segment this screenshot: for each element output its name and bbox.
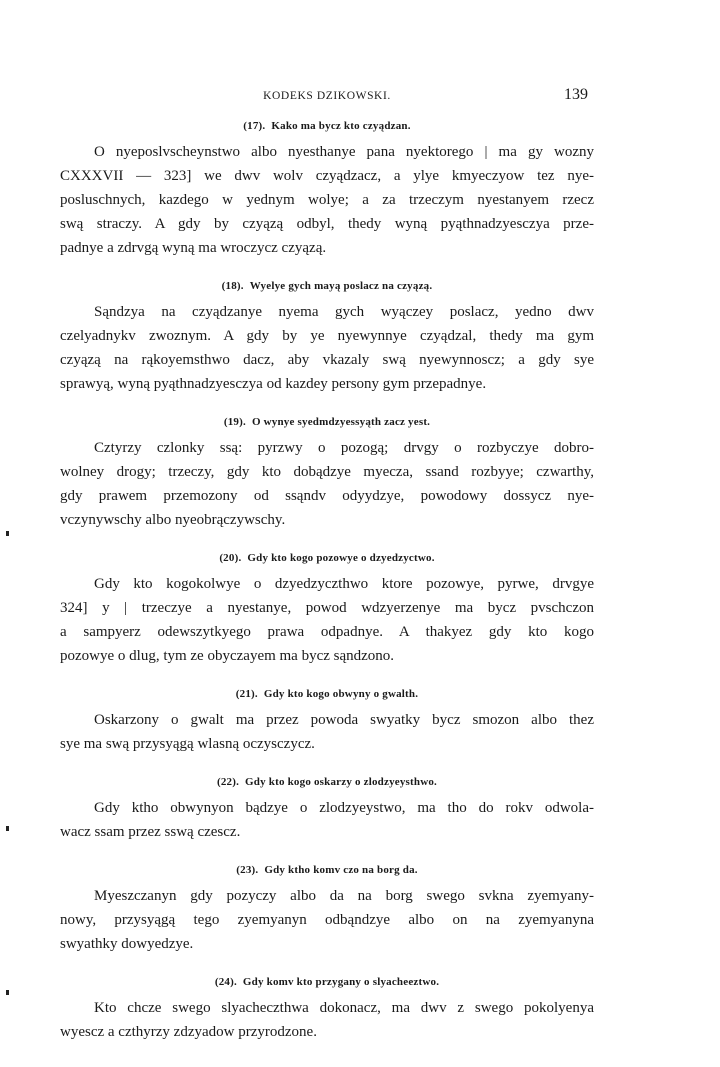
text-line: Cztyrzy czlonky ssą: pyrzwy o pozogą; drvgy o rozbyczye dobro- [94,440,594,456]
section-body [60,884,594,956]
section-number: (21). [235,688,258,700]
text-line: wacz ssam przez sswą czescz. [60,824,241,840]
section-body [60,140,594,260]
text-line: posluschnych, kazdego w yednym wolye; a za trzeczym nyestanyem rzecz [60,192,594,208]
section-title: Gdy ktho komv czo na borg da. [264,864,418,876]
text-line: swą straczy. A gdy by czyązą odbyl, thedy wyną pyąthnadzyesczya prze- [60,216,594,232]
section-number: (20). [219,552,242,564]
section-number: (17). [243,120,266,132]
text-line: gdy prawem przemozony od ssąndv odyydzye, powodowy dossycz nye- [60,488,594,504]
text-line: sye ma swą przysyągą wlasną oczysczycz. [60,736,315,752]
section-number: (24). [214,976,237,988]
section-title: Gdy kto kogo pozowye o dzyedzyctwo. [247,552,435,564]
section-number: (23). [236,864,259,876]
text-line: padnye a zdrvgą wyną ma wroczycz czyązą. [60,240,327,256]
running-header [60,84,594,108]
sections-container [60,120,594,1044]
margin-mark [6,826,9,831]
text-line: Kto chcze swego slyacheczthwa dokonacz, ma dwv z swego pokolyenya [94,1000,594,1016]
text-line: wolney drogy; trzeczy, gdy kto dobądzye myecza, ssand rozbyye; czwarthy, [60,464,594,480]
section-number: (19). [223,416,246,428]
section-number: (18). [221,280,244,292]
section-body [60,708,594,756]
text-line: Gdy ktho obwynyon bądzye o zlodzyeystwo, ma tho do rokv odwola- [94,800,594,816]
section-heading [60,776,594,788]
section-heading [60,688,594,700]
margin-mark [6,990,9,995]
margin-mark [6,531,9,536]
section-title: Gdy komv kto przygany o slyacheeztwo. [242,976,440,988]
text-line: swyathky dowyedzye. [60,936,194,952]
page-number: 139 [564,86,588,103]
text-line: Gdy kto kogokolwye o dzyedzyczthwo ktore pozowye, pyrwe, drvgye [94,576,594,592]
section-body [60,436,594,532]
section-title: Wyelye gych mayą poslacz na czyązą. [249,280,433,292]
text-line: Oskarzony o gwalt ma przez powoda swyatky bycz smozon albo thez [94,712,594,728]
section-title: O wynye syedmdzyessyąth zacz yest. [251,416,431,428]
section-number: (22). [216,776,240,788]
section-title: Gdy kto kogo oskarzy o zlodzyeysthwo. [245,776,438,788]
text-line: sprawyą, wyną pyąthnadzyesczya od kazdey persony gym przepadnye. [60,376,487,392]
text-line: wyescz a czthyrzy zdzyadow przyrodzone. [60,1024,317,1040]
section-heading [60,280,594,292]
text-line: Sąndzya na czyądzanye nyema gych wyączey poslacz, yedno dwv [94,304,594,320]
section-title: Kako ma bycz kto czyądzan. [271,120,411,132]
section-heading [60,120,594,132]
text-line: Myeszczanyn gdy pozyczy albo da na borg swego svkna zyemyany- [94,888,594,904]
text-line: CXXXVII — 323] we dwv wolv czyądzacz, a ylye kmyeczyow tez nye- [60,168,594,184]
section-heading [60,416,594,428]
text-line: 324] y | trzeczye a nyestanye, powod wdzyerzenye ma bycz pvschczon [60,600,594,616]
text-line: pozowye o dlug, tym ze obyczayem ma bycz sąndzono. [60,648,395,664]
running-title: KODEKS DZIKOWSKI. [263,90,391,102]
text-line: a sampyerz odewszytkyego prawa odpadnye. A thakyez gdy kto kogo [60,624,594,640]
section-heading [60,976,594,988]
section-body [60,300,594,396]
section-title: Gdy kto kogo obwyny o gwalth. [263,688,419,700]
section-body [60,572,594,668]
text-line: nowy, przysyągą tego zyemyanyn odbąndzye albo on na zyemyanyna [60,912,594,928]
section-body [60,796,594,844]
text-line: O nyeposlvscheynstwo albo nyesthanye pana nyektorego | ma gy wozny [94,144,594,160]
text-line: czelyadnykv zwoznym. A gdy by ye nyewynnye czyądzal, thedy ma gym [60,328,594,344]
section-body [60,996,594,1044]
text-line: czyązą na rąkoyemsthwo dacz, aby vkazaly swą nyewynnoscz; a gdy sye [60,352,594,368]
book-page [60,84,594,1064]
section-heading [60,552,594,564]
section-heading [60,864,594,876]
text-line: vczynywschy albo nyeobrączywschy. [60,512,286,528]
